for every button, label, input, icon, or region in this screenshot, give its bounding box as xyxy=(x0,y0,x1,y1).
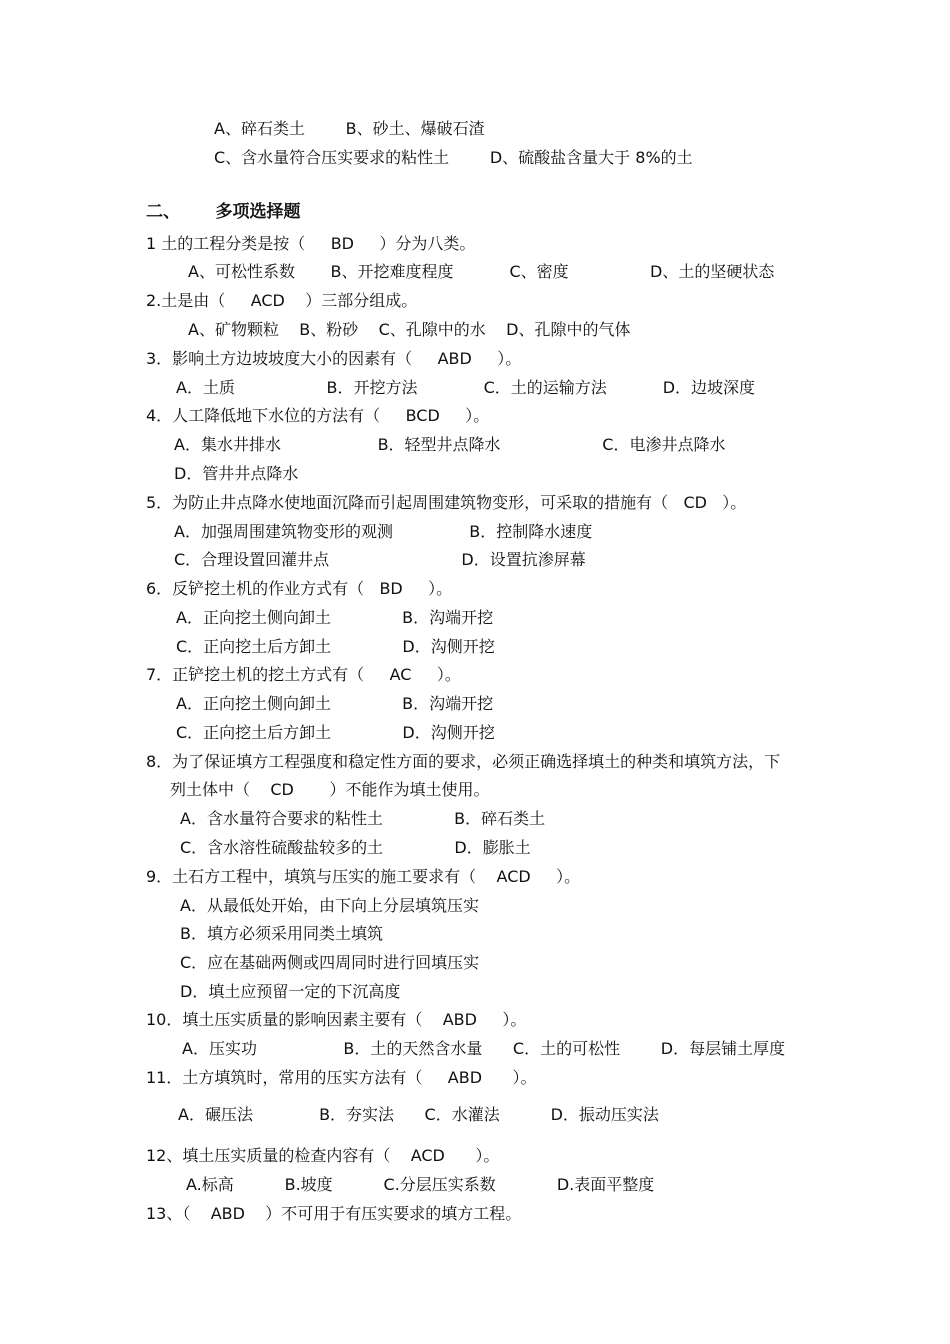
question-12: 12、填土压实质量的检查内容有（ ACD ）。 xyxy=(146,1146,500,1165)
question-13: 13、（ ABD ）不可用于有压实要求的填方工程。 xyxy=(146,1204,522,1223)
question-4-options-b: D．管井井点降水 xyxy=(174,464,299,483)
question-9-option-c: C．应在基础两侧或四周同时进行回填压实 xyxy=(180,953,480,972)
question-8-cont: 列土体中（ CD ）不能作为填土使用。 xyxy=(170,780,490,799)
question-7-options-b: C．正向挖土后方卸土 D．沟侧开挖 xyxy=(176,723,495,742)
question-9: 9．土石方工程中，填筑与压实的施工要求有（ ACD ）。 xyxy=(146,867,581,886)
question-7: 7．正铲挖土机的挖土方式有（ AC ）。 xyxy=(146,665,461,684)
question-5: 5．为防止井点降水使地面沉降而引起周围建筑物变形，可采取的措施有（ CD ）。 xyxy=(146,493,747,512)
question-2: 2.土是由（ ACD ）三部分组成。 xyxy=(146,291,418,310)
question-9-option-b: B．填方必须采用同类土填筑 xyxy=(180,924,383,943)
question-3-options: A．土质 B．开挖方法 C．土的运输方法 D．边坡深度 xyxy=(176,378,756,397)
question-7-options-a: A．正向挖土侧向卸土 B．沟端开挖 xyxy=(176,694,494,713)
question-1: 1 土的工程分类是按（ BD ）分为八类。 xyxy=(146,234,476,253)
question-6: 6．反铲挖土机的作业方式有（ BD ）。 xyxy=(146,579,453,598)
question-8-options-b: C．含水溶性硫酸盐较多的土 D．膨胀土 xyxy=(180,838,531,857)
question-11: 11．土方填筑时，常用的压实方法有（ ABD ）。 xyxy=(146,1068,537,1087)
question-8: 8．为了保证填方工程强度和稳定性方面的要求，必须正确选择填土的种类和填筑方法，下 xyxy=(146,752,781,771)
question-11-options: A．碾压法 B．夯实法 C．水灌法 D．振动压实法 xyxy=(178,1105,659,1124)
text-line-1: A、碎石类土 B、砂土、爆破石渣 xyxy=(214,119,485,138)
question-4: 4．人工降低地下水位的方法有（ BCD ）。 xyxy=(146,406,490,425)
question-10-options: A．压实功 B．土的天然含水量 C．土的可松性 D．每层铺土厚度 xyxy=(182,1039,786,1058)
question-5-options-a: A．加强周围建筑物变形的观测 B．控制降水速度 xyxy=(174,522,593,541)
question-9-option-a: A．从最低处开始，由下向上分层填筑压实 xyxy=(180,896,479,915)
question-3: 3．影响土方边坡坡度大小的因素有（ ABD ）。 xyxy=(146,349,522,368)
question-10: 10．填土压实质量的影响因素主要有（ ABD ）。 xyxy=(146,1010,527,1029)
question-1-options: A、可松性系数 B、开挖难度程度 C、密度 D、土的坚硬状态 xyxy=(188,262,775,281)
question-2-options: A、矿物颗粒 B、粉砂 C、孔隙中的水 D、孔隙中的气体 xyxy=(188,320,631,339)
question-4-options-a: A．集水井排水 B．轻型井点降水 C．电渗井点降水 xyxy=(174,435,726,454)
question-9-option-d: D．填土应预留一定的下沉高度 xyxy=(180,982,401,1001)
question-12-options: A.标高 B.坡度 C.分层压实系数 D.表面平整度 xyxy=(186,1175,655,1194)
section-heading: 二、 多项选择题 xyxy=(146,202,301,222)
question-5-options-b: C．合理设置回灌井点 D．设置抗渗屏幕 xyxy=(174,550,586,569)
question-6-options-b: C．正向挖土后方卸土 D．沟侧开挖 xyxy=(176,637,495,656)
question-6-options-a: A．正向挖土侧向卸土 B．沟端开挖 xyxy=(176,608,494,627)
question-8-options-a: A．含水量符合要求的粘性土 B．碎石类土 xyxy=(180,809,546,828)
text-line-2: C、含水量符合压实要求的粘性土 D、硫酸盐含量大于 8%的土 xyxy=(214,148,693,167)
